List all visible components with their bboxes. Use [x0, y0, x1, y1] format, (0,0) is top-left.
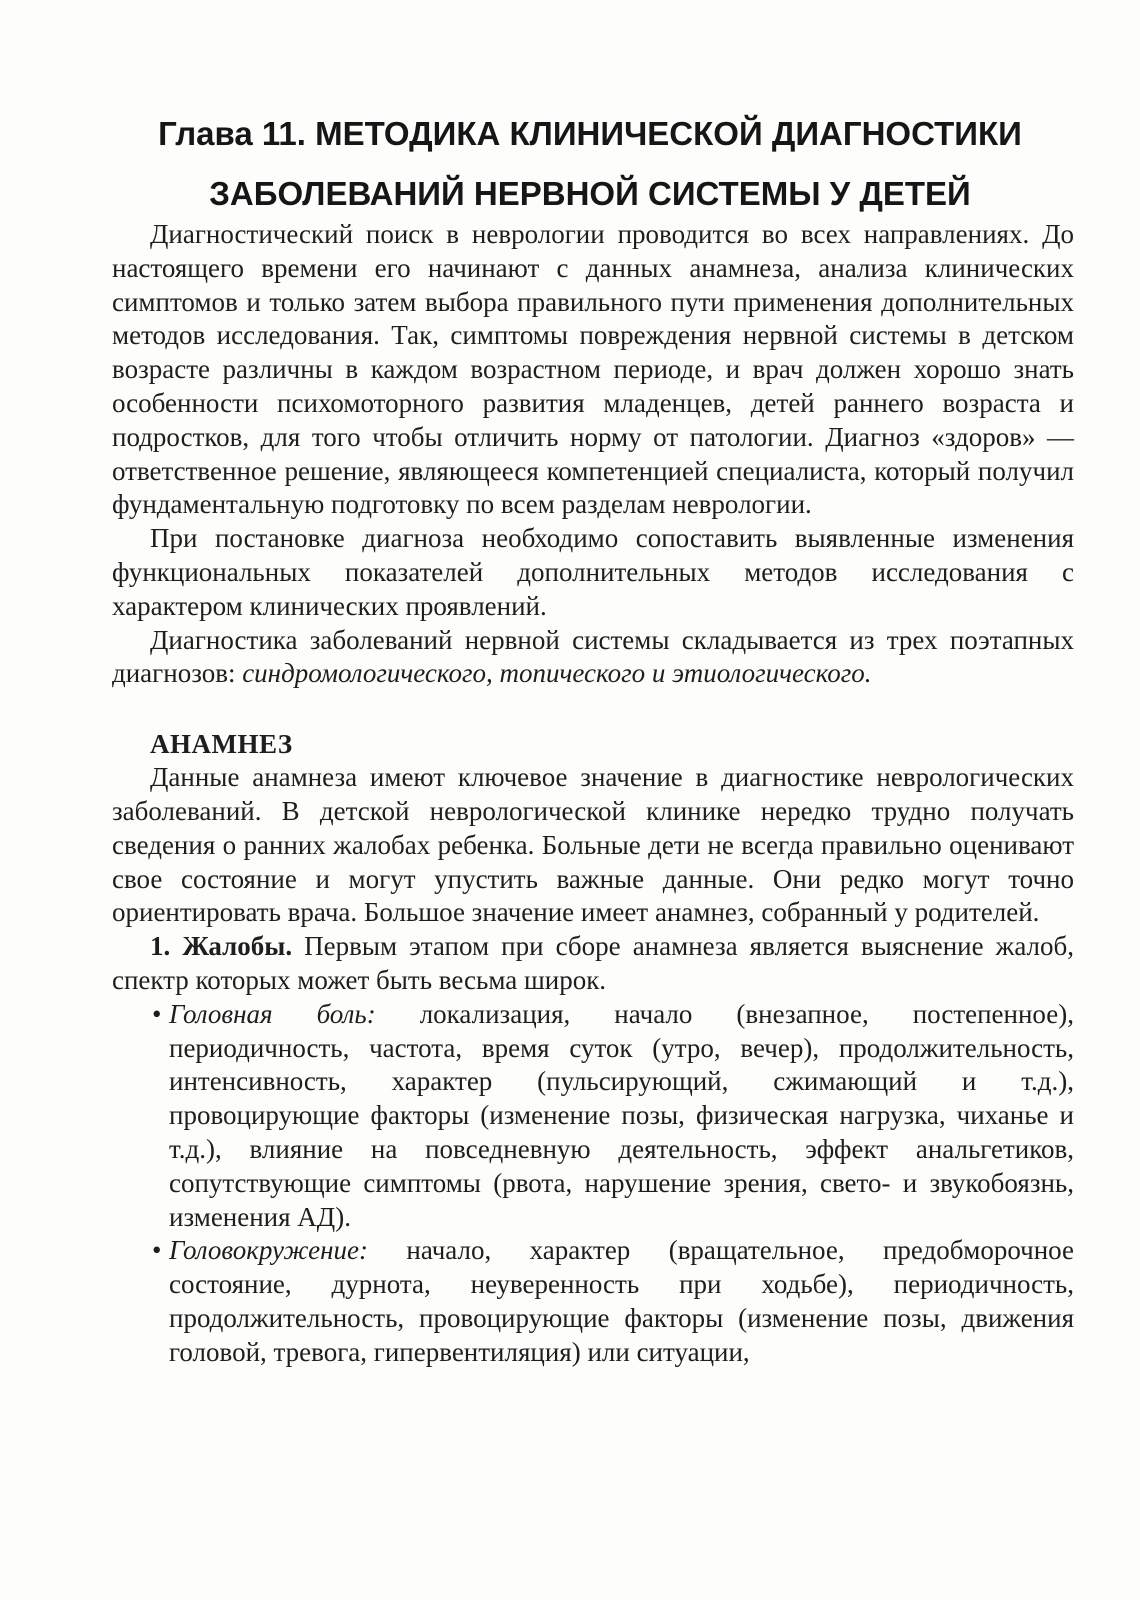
complaints-list	[112, 998, 1074, 1370]
chapter-title-line-1: Глава 11. МЕТОДИКА КЛИНИЧЕСКОЙ ДИАГНОСТИКИ	[158, 115, 1022, 152]
list-item-text: локализация, начало (внезапное, постепенное), периодичность, частота, время суток (утро, вечер), продолжительность, интенсивность, характер (пульсирующий, сжимающий и т.д.), провоцирующие факторы (изменение позы, физическая нагрузка, чиханье и т.д.), влияние на повседневную деятельность, эффект анальгетиков, сопутствующие симптомы (рвота, нарушение зрения, свето- и звукобоязнь, изменения АД).	[169, 998, 1074, 1232]
bullet-marker: •	[152, 1235, 162, 1266]
intro-paragraph-1: Диагностический поиск в неврологии проводится во всех направлениях. До настоящего времени его начинают с данных анамнеза, анализа клинических симптомов и только затем выбора правильного пути применения дополнительных методов исследования. Так, симптомы повреждения нервной системы в детском возрасте различны в каждом возрастном периоде, и врач должен хорошо знать особенности психомоторного развития младенцев, детей раннего возраста и подростков, для того чтобы отличить норму от патологии. Диагноз «здоров» — ответственное решение, являющееся компетенцией специалиста, который получил фундаментальную подготовку по всем разделам неврологии.	[112, 219, 1074, 520]
chapter-title-line-2: ЗАБОЛЕВАНИЙ НЕРВНОЙ СИСТЕМЫ У ДЕТЕЙ	[209, 175, 971, 212]
page-body	[112, 218, 1074, 1370]
list-item-headache	[112, 998, 1074, 1235]
chapter-title	[100, 104, 1080, 224]
complaints-text: Первым этапом при сборе анамнеза является выяснение жалоб, спектр которых может быть весьма широк.	[112, 931, 1074, 995]
list-item-text: начало, характер (вращательное, предобморочное состояние, дурнота, неуверенность при ходьбе), периодичность, продолжительность, провоцирующие факторы (изменение позы, движения головой, тревога, гипервентиляция) или ситуации,	[169, 1235, 1074, 1367]
intro-paragraph-3	[112, 624, 1074, 692]
section-gap	[112, 691, 1074, 727]
list-item-term: Головокружение:	[169, 1235, 368, 1266]
bullet-marker: •	[152, 998, 162, 1029]
intro-paragraph-2: При постановке диагноза необходимо сопоставить выявленные изменения функциональных показателей дополнительных методов исследования с характером клинических проявлений.	[112, 523, 1074, 621]
anamnesis-paragraph: Данные анамнеза имеют ключевое значение в диагностике неврологических заболеваний. В детской неврологической клинике нередко трудно получать сведения о ранних жалобах ребенка. Больные дети не всегда правильно оценивают свое состояние и могут упустить важные данные. Они редко могут точно ориентировать врача. Большое значение имеет анамнез, собранный у родителей.	[112, 762, 1074, 928]
intro-paragraph-3-text: Диагностика заболеваний нервной системы складывается из трех поэтапных диагнозов:	[112, 624, 1074, 689]
list-item-term: Головная боль:	[169, 998, 376, 1029]
section-heading-anamnesis: АНАМНЕЗ	[150, 729, 293, 760]
list-item-dizziness	[112, 1234, 1074, 1369]
diagnosis-types: синдромологического, топического и этиологического.	[242, 658, 872, 689]
complaints-paragraph	[112, 930, 1074, 998]
complaints-label: 1. Жалобы.	[150, 931, 293, 962]
